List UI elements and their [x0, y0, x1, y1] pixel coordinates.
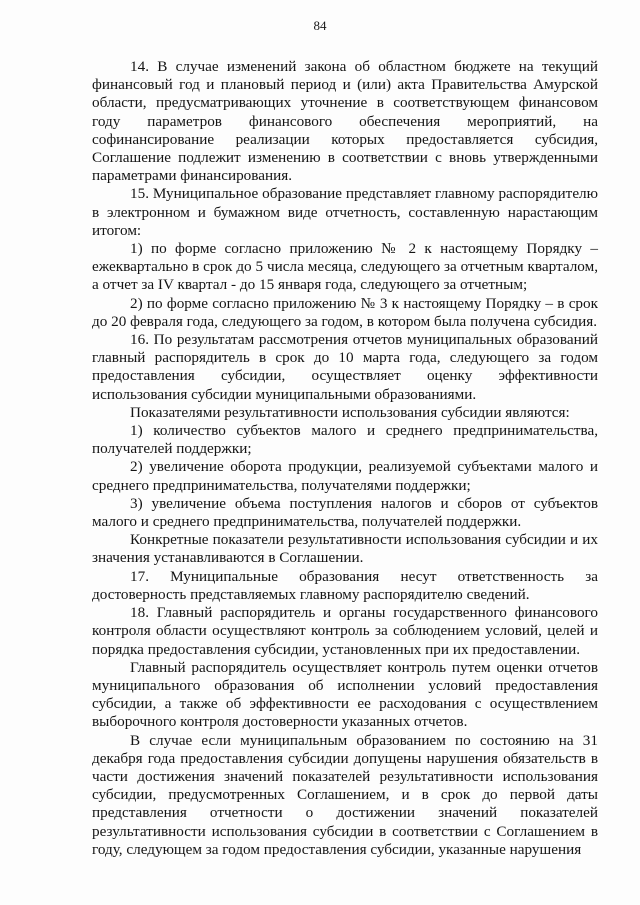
paragraph-15-item-2: 2) по форме согласно приложению № 3 к настоящему Порядку – в срок до 20 февраля года, следующего за годом, в котором была получена субсидия. [92, 294, 598, 330]
indicators-agreement-note: Конкретные показатели результативности использования субсидии и их значения устанавливаются в Соглашении. [92, 531, 598, 567]
document-body [92, 58, 598, 859]
paragraph-14: 14. В случае изменений закона об областном бюджете на текущий финансовый год и плановый период и (или) акта Правительства Амурской области, предусматривающих уточнение в соответствующем финансовом году параметров финансового обеспечения мероприятий, на софинансирование реализации которых предоставляется субсидия, Соглашение подлежит изменению в соответствии с вновь утвержденными параметрами финансирования. [92, 58, 598, 185]
page-number: 84 [313, 18, 327, 33]
paragraph-15-item-1: 1) по форме согласно приложению № 2 к настоящему Порядку – ежеквартально в срок до 5 числа месяца, следующего за отчетным кварталом, а отчет за IV квартал - до 15 января года, следующего за отчетным; [92, 240, 598, 294]
violations-paragraph: В случае если муниципальным образованием по состоянию на 31 декабря года предоставления субсидии допущены нарушения обязательств в части достижения значений показателей результативности использования субсидии, предусмотренных Соглашением, и в срок до первой даты представления отчетности о достижении значений показателей результативности использования субсидии в соответствии с Соглашением в году, следующем за годом предоставления субсидии, указанные нарушения [92, 731, 598, 858]
control-paragraph: Главный распорядитель осуществляет контроль путем оценки отчетов муниципального образования об исполнении условий предоставления субсидии, а также об эффективности ее расходования с осуществлением выборочного контроля достоверности указанных отчетов. [92, 658, 598, 731]
indicator-item-2: 2) увеличение оборота продукции, реализуемой субъектами малого и среднего предпринимательства, получателями поддержки; [92, 458, 598, 494]
paragraph-18: 18. Главный распорядитель и органы государственного финансового контроля области осуществляют контроль за соблюдением условий, целей и порядка предоставления субсидии, установленных при их предоставлении. [92, 604, 598, 658]
paragraph-16: 16. По результатам рассмотрения отчетов муниципальных образований главный распорядитель в срок до 10 марта года, следующего за годом предоставления субсидии, осуществляет оценку эффективности использования субсидии муниципальными образованиями. [92, 331, 598, 403]
paragraph-17: 17. Муниципальные образования несут ответственность за достоверность представляемых главному распорядителю сведений. [92, 567, 598, 603]
indicator-item-1: 1) количество субъектов малого и среднего предпринимательства, получателей поддержки; [92, 422, 598, 458]
indicator-item-3: 3) увеличение объема поступления налогов и сборов от субъектов малого и среднего предпринимательства, получателей поддержки. [92, 494, 598, 531]
indicators-heading: Показателями результативности использования субсидии являются: [130, 403, 570, 421]
paragraph-15: 15. Муниципальное образование представляет главному распорядителю в электронном и бумажном виде отчетность, составленную нарастающим итогом: [92, 185, 598, 239]
